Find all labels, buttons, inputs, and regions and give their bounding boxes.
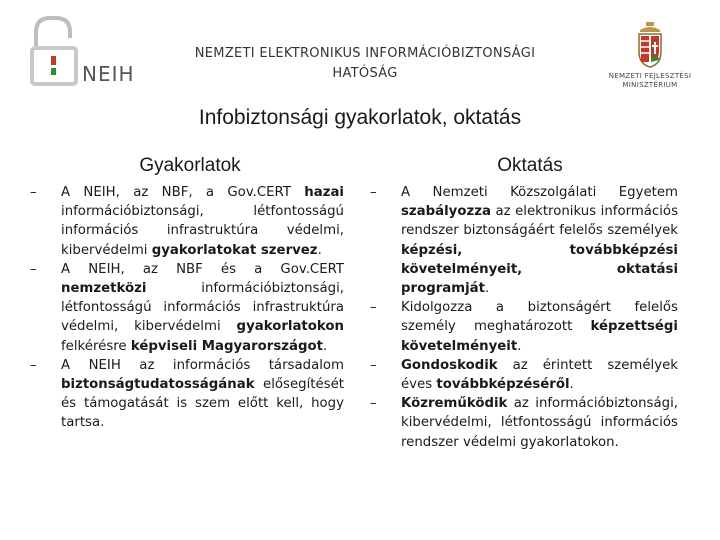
header <box>0 0 720 100</box>
bold-text: szabályozza <box>401 204 491 220</box>
agency-title <box>165 44 565 84</box>
body-text: A NEIH, az NBF és a Gov.CERT <box>61 261 344 277</box>
bold-text: továbbképzéséről <box>436 377 570 393</box>
exercises-list <box>30 183 344 433</box>
bold-text: hazai <box>304 185 344 200</box>
list-item <box>370 394 678 452</box>
bullet-dash: – <box>30 261 37 277</box>
bold-text: biztonságtudatosságának <box>61 377 255 393</box>
body-text: . <box>323 338 328 354</box>
body-text: információbiztonsági, létfontosságú információs infrastruktúra védelmi, kibervédelmi <box>61 281 344 335</box>
body-text: az elektronikus információs rendszer biztonságáért felelős személyek <box>401 204 678 239</box>
list-item <box>370 183 678 298</box>
body-text: az érintett személyek éves <box>401 357 678 393</box>
body-text: felkérésre <box>61 338 131 354</box>
right-column-heading: Oktatás <box>497 155 563 176</box>
bold-text: nemzetközi <box>61 281 147 297</box>
bold-text: képzési, továbbképzési követelményeit, oktatási programját <box>401 242 678 297</box>
agency-title-line2: HATÓSÁG <box>332 66 398 81</box>
bullet-dash: – <box>370 396 377 412</box>
bullet-dash: – <box>370 185 377 200</box>
ministry-name <box>605 72 695 90</box>
bold-text: képviseli Magyarországot <box>130 338 324 354</box>
list-item <box>370 298 678 356</box>
body-text: A Nemzeti Közszolgálati Egyetem <box>401 185 678 200</box>
list-item <box>370 356 678 394</box>
body-text: elősegítését és támogatását is szem előtt kell, hogy tartsa. <box>61 377 344 431</box>
body-text: az információbiztonsági, kibervédelmi, létfontosságú információs rendszer védelmi gyakorlatokon. <box>401 396 678 450</box>
body-text: A NEIH az információs társadalom <box>61 357 344 373</box>
bullet-dash: – <box>30 185 37 200</box>
bullet-dash: – <box>370 357 377 373</box>
ministry-line2: MINISZTÉRIUM <box>622 81 678 89</box>
page-title: Infobiztonsági gyakorlatok, oktatás <box>198 106 522 129</box>
logo-text: NEIH <box>82 62 135 86</box>
padlock-icon <box>30 16 80 86</box>
body-text: . <box>317 242 322 258</box>
bullet-dash: – <box>30 357 37 373</box>
bold-text: Gondoskodik <box>401 357 498 373</box>
body-text: . <box>517 338 522 354</box>
list-item <box>30 183 344 260</box>
bold-text: képzettségi követelményeit <box>401 319 678 354</box>
body-text: . <box>485 281 490 297</box>
list-item <box>30 356 344 433</box>
left-column-heading: Gyakorlatok <box>139 155 241 176</box>
ministry-line1: NEMZETI FEJLESZTÉSI <box>608 72 692 80</box>
ministry-logo <box>605 22 695 92</box>
body-text: Kidolgozza a biztonságért felelős személy meghatározott <box>401 300 678 335</box>
list-item <box>30 260 344 356</box>
bold-text: Közreműködik <box>401 396 508 412</box>
body-text: . <box>569 377 574 393</box>
body-text: információbiztonsági, létfontosságú információs infrastruktúra védelmi, kibervédelmi <box>61 204 344 258</box>
neih-logo <box>30 16 140 86</box>
bold-text: gyakorlatokon <box>236 319 344 335</box>
education-list <box>370 183 678 452</box>
coat-of-arms-icon <box>635 22 665 68</box>
agency-title-line1: NEMZETI ELEKTRONIKUS INFORMÁCIÓBIZTONSÁGI <box>194 46 536 61</box>
body-text: A NEIH, az NBF, a Gov.CERT <box>61 185 305 200</box>
bullet-dash: – <box>370 300 377 316</box>
bold-text: gyakorlatokat szervez <box>151 242 318 258</box>
